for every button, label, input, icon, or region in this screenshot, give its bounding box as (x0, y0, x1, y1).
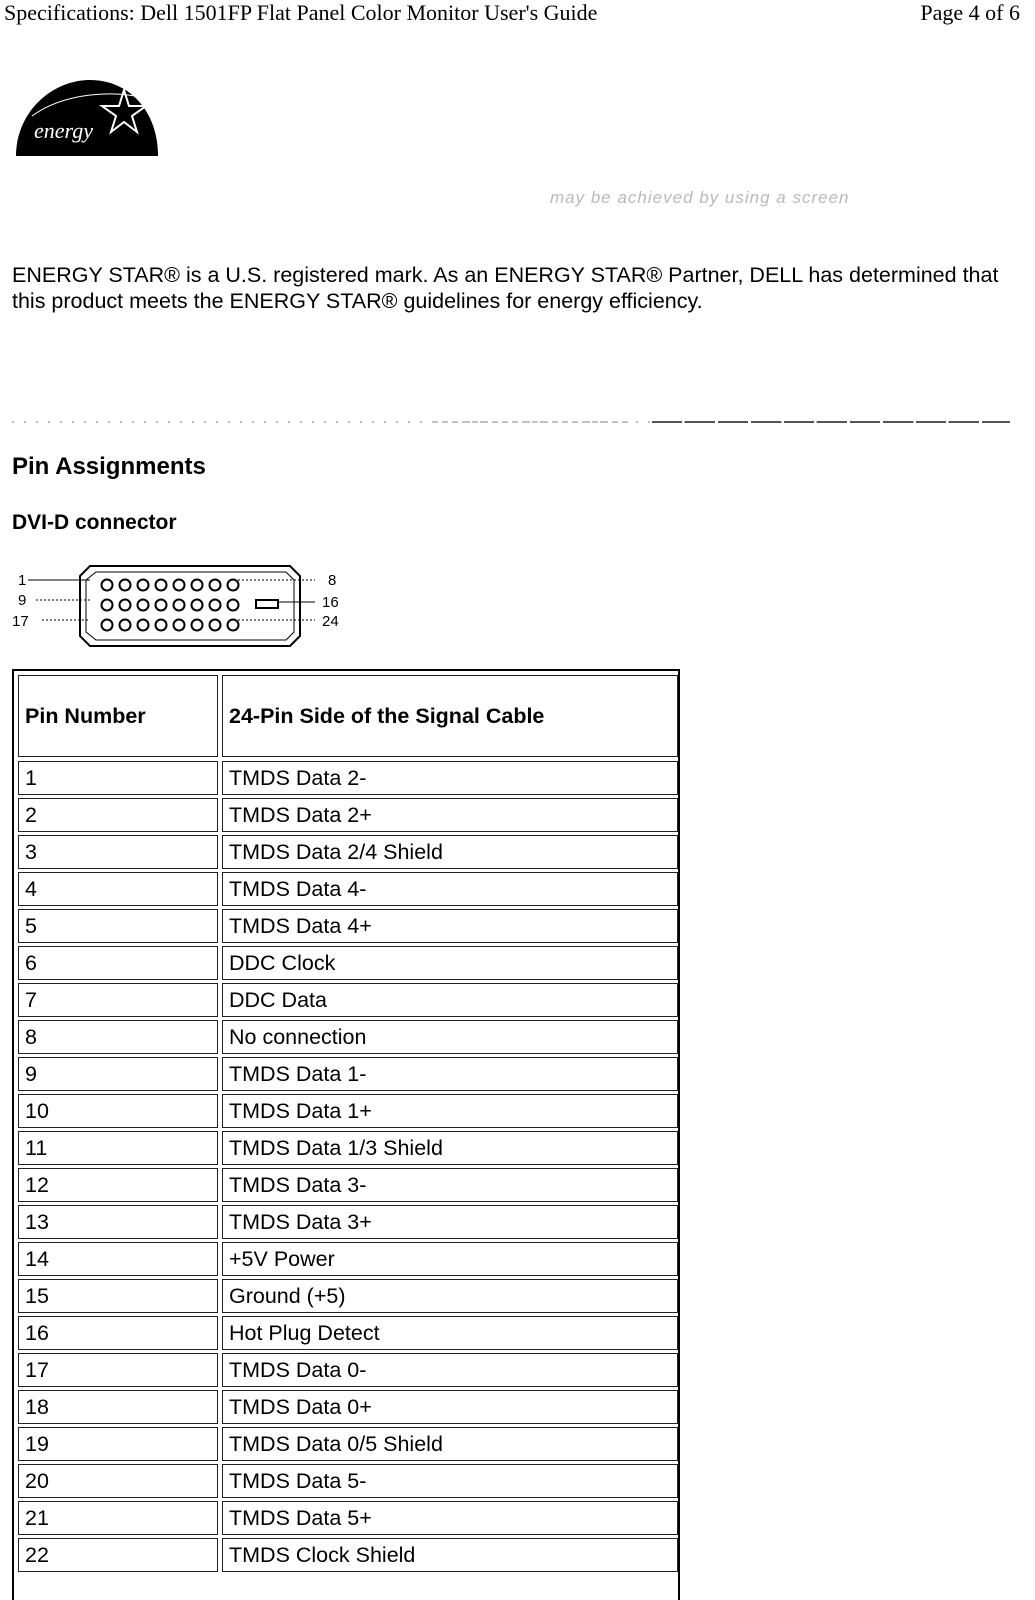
section-divider (12, 420, 1010, 424)
energy-star-logo (12, 72, 162, 162)
pin-number: 4 (18, 872, 218, 906)
table-row (18, 1501, 678, 1535)
signal-name: TMDS Data 0- (222, 1353, 678, 1387)
svg-text:24: 24 (322, 613, 339, 630)
table-row (18, 1464, 678, 1498)
pin-number: 13 (18, 1205, 218, 1239)
signal-name: TMDS Data 0+ (222, 1390, 678, 1424)
table-row (18, 1353, 678, 1387)
pin-number: 20 (18, 1464, 218, 1498)
pin-number: 15 (18, 1279, 218, 1313)
pin-number: 9 (18, 1057, 218, 1091)
signal-name: TMDS Data 2- (222, 761, 678, 795)
signal-name: TMDS Data 0/5 Shield (222, 1427, 678, 1461)
pin-number: 22 (18, 1538, 218, 1572)
svg-text:8: 8 (328, 572, 337, 589)
table-row (18, 1538, 678, 1572)
svg-text:16: 16 (322, 594, 339, 611)
pin-number: 8 (18, 1020, 218, 1054)
header-signal: 24-Pin Side of the Signal Cable (222, 675, 678, 757)
table-row (18, 983, 678, 1017)
signal-name: TMDS Data 3- (222, 1168, 678, 1202)
signal-name: TMDS Data 3+ (222, 1205, 678, 1239)
table-row (18, 1242, 678, 1276)
pin-assignment-table (12, 669, 680, 1600)
table-row (18, 1316, 678, 1350)
signal-name: DDC Data (222, 983, 678, 1017)
page-number: Page 4 of 6 (920, 0, 1020, 25)
pin-number: 7 (18, 983, 218, 1017)
pin-number: 2 (18, 798, 218, 832)
signal-name: No connection (222, 1020, 678, 1054)
svg-text:energy: energy (34, 118, 94, 143)
svg-text:17: 17 (12, 613, 29, 630)
signal-name: TMDS Data 1/3 Shield (222, 1131, 678, 1165)
pin-number: 1 (18, 761, 218, 795)
signal-name: Hot Plug Detect (222, 1316, 678, 1350)
table-row (18, 909, 678, 943)
pin-number: 6 (18, 946, 218, 980)
signal-name: TMDS Data 4- (222, 872, 678, 906)
table-row (18, 1057, 678, 1091)
pin-number: 18 (18, 1390, 218, 1424)
table-row (18, 798, 678, 832)
table-row (18, 1205, 678, 1239)
pin-number: 5 (18, 909, 218, 943)
pin-number: 19 (18, 1427, 218, 1461)
signal-name: TMDS Data 1+ (222, 1094, 678, 1128)
energy-star-statement: ENERGY STAR® is a U.S. registered mark. As an ENERGY STAR® Partner, DELL has determined that this product meets the ENERGY STAR® guidelines for energy efficiency. (12, 263, 999, 313)
signal-name: DDC Clock (222, 946, 678, 980)
table-row (18, 872, 678, 906)
signal-name: TMDS Data 2/4 Shield (222, 835, 678, 869)
dvi-d-connector-diagram (10, 560, 360, 660)
pin-number: 21 (18, 1501, 218, 1535)
page-header (0, 0, 1035, 34)
faded-text: may be achieved by using a screen (550, 188, 850, 207)
svg-text:1: 1 (18, 572, 27, 589)
signal-name: TMDS Data 2+ (222, 798, 678, 832)
table-row (18, 1094, 678, 1128)
signal-name: TMDS Data 1- (222, 1057, 678, 1091)
signal-name: TMDS Data 5+ (222, 1501, 678, 1535)
svg-text:9: 9 (18, 592, 27, 609)
table-row (18, 1131, 678, 1165)
table-row (18, 1427, 678, 1461)
table-row (18, 835, 678, 869)
header-pin-number: Pin Number (18, 675, 218, 757)
table-row (18, 1390, 678, 1424)
table-header-row (18, 675, 678, 757)
pin-number: 17 (18, 1353, 218, 1387)
table-row (18, 1168, 678, 1202)
signal-name: Ground (+5) (222, 1279, 678, 1313)
document-title: Specifications: Dell 1501FP Flat Panel Color Monitor User's Guide (4, 0, 598, 25)
pin-number: 11 (18, 1131, 218, 1165)
section-title: Pin Assignments (12, 453, 206, 480)
pin-number: 3 (18, 835, 218, 869)
pin-number: 12 (18, 1168, 218, 1202)
pin-number: 16 (18, 1316, 218, 1350)
pin-number: 14 (18, 1242, 218, 1276)
signal-name: +5V Power (222, 1242, 678, 1276)
connector-title: DVI-D connector (12, 511, 177, 534)
table-row (18, 1020, 678, 1054)
table-row (18, 1279, 678, 1313)
table-row (18, 946, 678, 980)
signal-name: TMDS Data 5- (222, 1464, 678, 1498)
signal-name: TMDS Data 4+ (222, 909, 678, 943)
signal-name: TMDS Clock Shield (222, 1538, 678, 1572)
table-row (18, 761, 678, 795)
pin-number: 10 (18, 1094, 218, 1128)
